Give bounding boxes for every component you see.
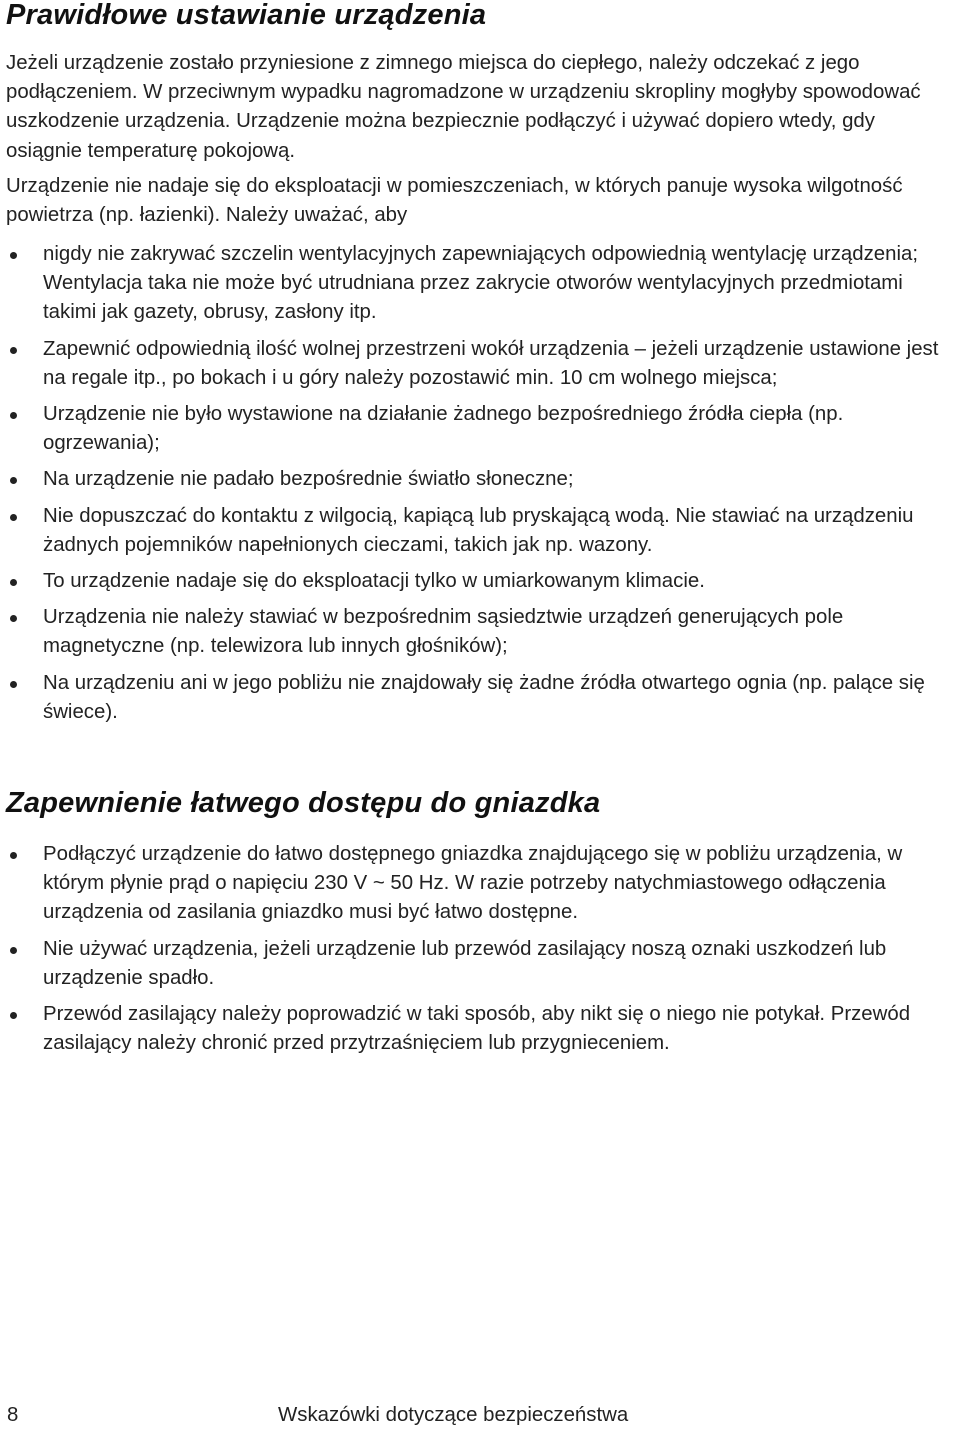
bullet-icon	[10, 1012, 17, 1019]
list-item	[0, 465, 955, 494]
bullet-icon	[10, 579, 17, 586]
humidity-paragraph: Urządzenie nie nadaje się do eksploatacji w pomieszczeniach, w których panuje wysoka wilgotność powietrza (np. łazienki). Należy uważać, aby	[6, 175, 903, 227]
bullet-icon	[10, 514, 17, 521]
list-item	[0, 400, 955, 458]
list-item-text: Nie używać urządzenia, jeżeli urządzenie lub przewód zasilający noszą oznaki uszkodzeń lub urządzenie spadło.	[43, 937, 887, 989]
bullet-icon	[10, 947, 17, 954]
list-item-text: nigdy nie zakrywać szczelin wentylacyjnych zapewniających odpowiednią wentylację urządzenia; Wentylacja taka nie może być utrudniana przez zakrycie otworów wentylacyjnych przedmiotami takimi jak gazety, obrusy, zasłony itp.	[43, 243, 918, 324]
list-item-text: Na urządzeniu ani w jego pobliżu nie znajdowały się żadne źródła otwartego ognia (np. palące się świece).	[43, 671, 925, 723]
list-item	[0, 603, 955, 661]
bullet-icon	[10, 477, 17, 484]
list-item-text: Nie dopuszczać do kontaktu z wilgocią, kapiącą lub pryskającą wodą. Nie stawiać na urządzeniu żadnych pojemników napełnionych cieczami, takich jak np. wazony.	[43, 504, 914, 556]
bullet-icon	[10, 252, 17, 259]
list-item-text: Podłączyć urządzenie do łatwo dostępnego gniazdka znajdującego się w pobliżu urządzenia, w którym płynie prąd o napięciu 230 V ~ 50 Hz. W razie potrzeby natychmiastowego odłączenia urządzenia od zasilania gniazdko musi być łatwo dostępne.	[43, 843, 903, 924]
bullet-icon	[10, 681, 17, 688]
list-item-text: Urządzenia nie należy stawiać w bezpośrednim sąsiedztwie urządzeń generujących pole magnetyczne (np. telewizora lub innych głośników);	[43, 606, 844, 658]
section-title-socket-access: Zapewnienie łatwego dostępu do gniazdka	[6, 787, 601, 819]
bullet-icon	[10, 347, 17, 354]
list-item	[0, 335, 955, 393]
socket-bullet-list	[0, 840, 955, 1058]
list-item-text: Urządzenie nie było wystawione na działanie żadnego bezpośredniego źródła ciepła (np. ogrzewania);	[43, 403, 844, 455]
placement-bullet-list	[0, 240, 955, 727]
list-item-text: To urządzenie nadaje się do eksploatacji tylko w umiarkowanym klimacie.	[43, 570, 705, 593]
list-item	[0, 567, 955, 596]
list-item	[0, 840, 955, 928]
intro-paragraph: Jeżeli urządzenie zostało przyniesione z zimnego miejsca do ciepłego, należy odczekać z jego podłączeniem. W przeciwnym wypadku nagromadzone w urządzeniu skropliny mogłyby spowodować uszkodzenie urządzenia. Urządzenie można bezpiecznie podłączyć i używać dopiero wtedy, gdy osiągnie temperaturę pokojową.	[6, 52, 921, 162]
list-item	[0, 935, 955, 993]
bullet-icon	[10, 615, 17, 622]
page-number: 8	[7, 1404, 19, 1426]
list-item	[0, 1000, 955, 1058]
bullet-icon	[10, 412, 17, 419]
list-item	[0, 669, 955, 727]
list-item	[0, 502, 955, 560]
section-title-placement: Prawidłowe ustawianie urządzenia	[6, 0, 487, 31]
list-item-text: Przewód zasilający należy poprowadzić w taki sposób, aby nikt się o niego nie potykał. Przewód zasilający należy chronić przed przytrzaśnięciem lub przygnieceniem.	[43, 1003, 911, 1055]
list-item-text: Na urządzenie nie padało bezpośrednie światło słoneczne;	[43, 468, 574, 491]
bullet-icon	[10, 852, 17, 859]
list-item	[0, 240, 955, 328]
list-item-text: Zapewnić odpowiednią ilość wolnej przestrzeni wokół urządzenia – jeżeli urządzenie ustawione jest na regale itp., po bokach i u góry należy pozostawić min. 10 cm wolnego miejsca;	[43, 337, 939, 389]
footer-chapter-title: Wskazówki dotyczące bezpieczeństwa	[278, 1404, 629, 1426]
